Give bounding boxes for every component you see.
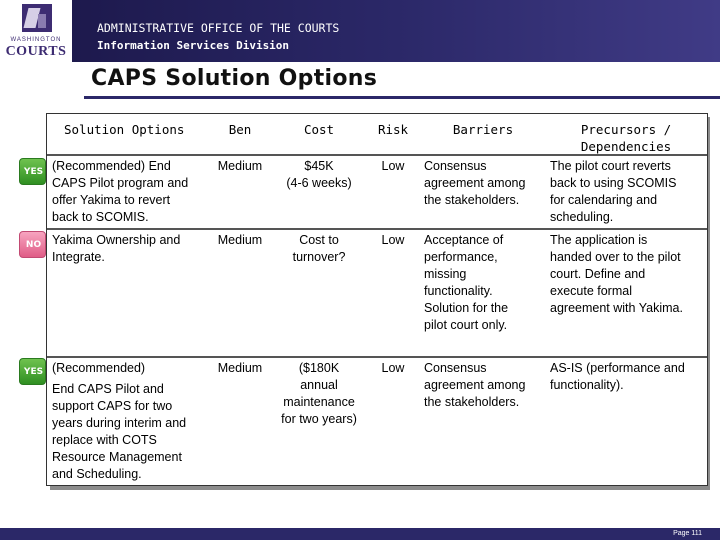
row2-ben: Medium — [217, 233, 263, 247]
yes-badge-icon: YES — [19, 158, 46, 185]
row1-barriers — [424, 158, 548, 209]
row-divider — [47, 228, 707, 230]
header-banner — [0, 0, 720, 62]
row3-option-line: Resource Management — [52, 450, 182, 464]
row1-barriers-line: Consensus — [424, 159, 487, 173]
row2-risk: Low — [381, 233, 405, 247]
row1-option-line: CAPS Pilot program and — [52, 176, 189, 190]
no-badge-icon: NO — [19, 231, 46, 258]
row2-option — [52, 232, 180, 266]
row3-option-line: years during interim and — [52, 416, 187, 430]
row3-option-line: support CAPS for two — [52, 399, 173, 413]
row2-precursors-line: handed over to the pilot — [550, 250, 681, 264]
logo-small-text: WASHINGTON — [10, 37, 62, 43]
row1-cost-line: $45K — [304, 159, 334, 173]
row2-barriers-line: Solution for the — [424, 301, 509, 315]
row1-barriers-line: agreement among — [424, 176, 526, 190]
row2-cost-line: Cost to — [299, 233, 339, 247]
row2-precursors-line: agreement with Yakima. — [550, 301, 683, 315]
row3-option — [52, 360, 186, 483]
row2-precursors-line: court. Define and — [550, 267, 646, 281]
row3-option-line: replace with COTS — [52, 433, 157, 447]
logo-big-text: COURTS — [5, 44, 67, 59]
header-solution-options: Solution Options — [64, 122, 185, 137]
row1-precursors — [550, 158, 706, 226]
row2-precursors-line: The application is — [550, 233, 648, 247]
row2-barriers — [424, 232, 548, 334]
row3-precursors-line: AS-IS (performance and — [550, 361, 685, 375]
row2-precursors — [550, 232, 706, 317]
header-ben: Ben — [228, 122, 252, 137]
row1-cost — [275, 158, 363, 192]
row3-barriers-line: the stakeholders. — [424, 395, 520, 409]
header-risk: Risk — [377, 122, 409, 137]
row2-cost-line: turnover? — [292, 250, 346, 264]
row3-cost-line: for two years) — [281, 412, 357, 426]
row3-risk: Low — [381, 361, 405, 375]
row2-option-line: Integrate. — [52, 250, 105, 264]
row1-barriers-line: the stakeholders. — [424, 193, 520, 207]
row1-option-line: offer Yakima to revert — [52, 193, 171, 207]
row1-precursors-line: back to using SCOMIS — [550, 176, 677, 190]
row1-precursors-line: scheduling. — [550, 210, 614, 224]
row3-option-line: and Scheduling. — [52, 467, 142, 481]
row1-cost-line: (4-6 weeks) — [286, 176, 352, 190]
footer-bar — [0, 528, 720, 540]
row-divider — [47, 154, 707, 156]
org-line-1: ADMINISTRATIVE OFFICE OF THE COURTS — [97, 21, 340, 35]
row-divider — [47, 356, 707, 358]
row1-precursors-line: for calendaring and — [550, 193, 658, 207]
row1-option-line: (Recommended) End — [52, 159, 171, 173]
row3-ben: Medium — [217, 361, 263, 375]
page-number: Page 111 — [673, 530, 702, 537]
row3-option-line: End CAPS Pilot and — [52, 382, 164, 396]
header-cost: Cost — [303, 122, 335, 137]
row2-barriers-line: missing — [424, 267, 467, 281]
row3-cost — [275, 360, 363, 428]
row1-precursors-line: The pilot court reverts — [550, 159, 671, 173]
title-underline — [84, 96, 720, 99]
row2-barriers-line: pilot court only. — [424, 318, 508, 332]
row2-cost — [275, 232, 363, 266]
washington-courts-logo — [0, 0, 72, 62]
row2-barriers-line: functionality. — [424, 284, 493, 298]
row3-cost-line: maintenance — [283, 395, 355, 409]
organization-name — [97, 20, 339, 54]
row2-barriers-line: Acceptance of — [424, 233, 504, 247]
row3-barriers — [424, 360, 548, 411]
row1-option-line: back to SCOMIS. — [52, 210, 149, 224]
row3-precursors — [550, 360, 706, 394]
header-precursors-line: Dependencies — [580, 139, 672, 154]
row3-barriers-line: agreement among — [424, 378, 526, 392]
page-title: CAPS Solution Options — [91, 66, 378, 91]
yes-badge-icon: YES — [19, 358, 46, 385]
header-precursors — [548, 121, 704, 155]
row3-cost-line: annual — [300, 378, 338, 392]
row3-cost-line: ($180K — [298, 361, 340, 375]
row1-option — [52, 158, 188, 226]
row3-option-first: (Recommended) — [52, 361, 146, 375]
row3-precursors-line: functionality). — [550, 378, 624, 392]
header-precursors-line: Precursors / — [580, 122, 672, 137]
row1-risk: Low — [381, 159, 405, 173]
row1-ben: Medium — [217, 159, 263, 173]
org-line-2: Information Services Division — [97, 39, 290, 52]
row2-option-line: Yakima Ownership and — [52, 233, 181, 247]
row2-precursors-line: execute formal — [550, 284, 632, 298]
header-barriers: Barriers — [452, 122, 514, 137]
row2-barriers-line: performance, — [424, 250, 498, 264]
courts-logo-icon — [22, 4, 52, 32]
row3-barriers-line: Consensus — [424, 361, 487, 375]
